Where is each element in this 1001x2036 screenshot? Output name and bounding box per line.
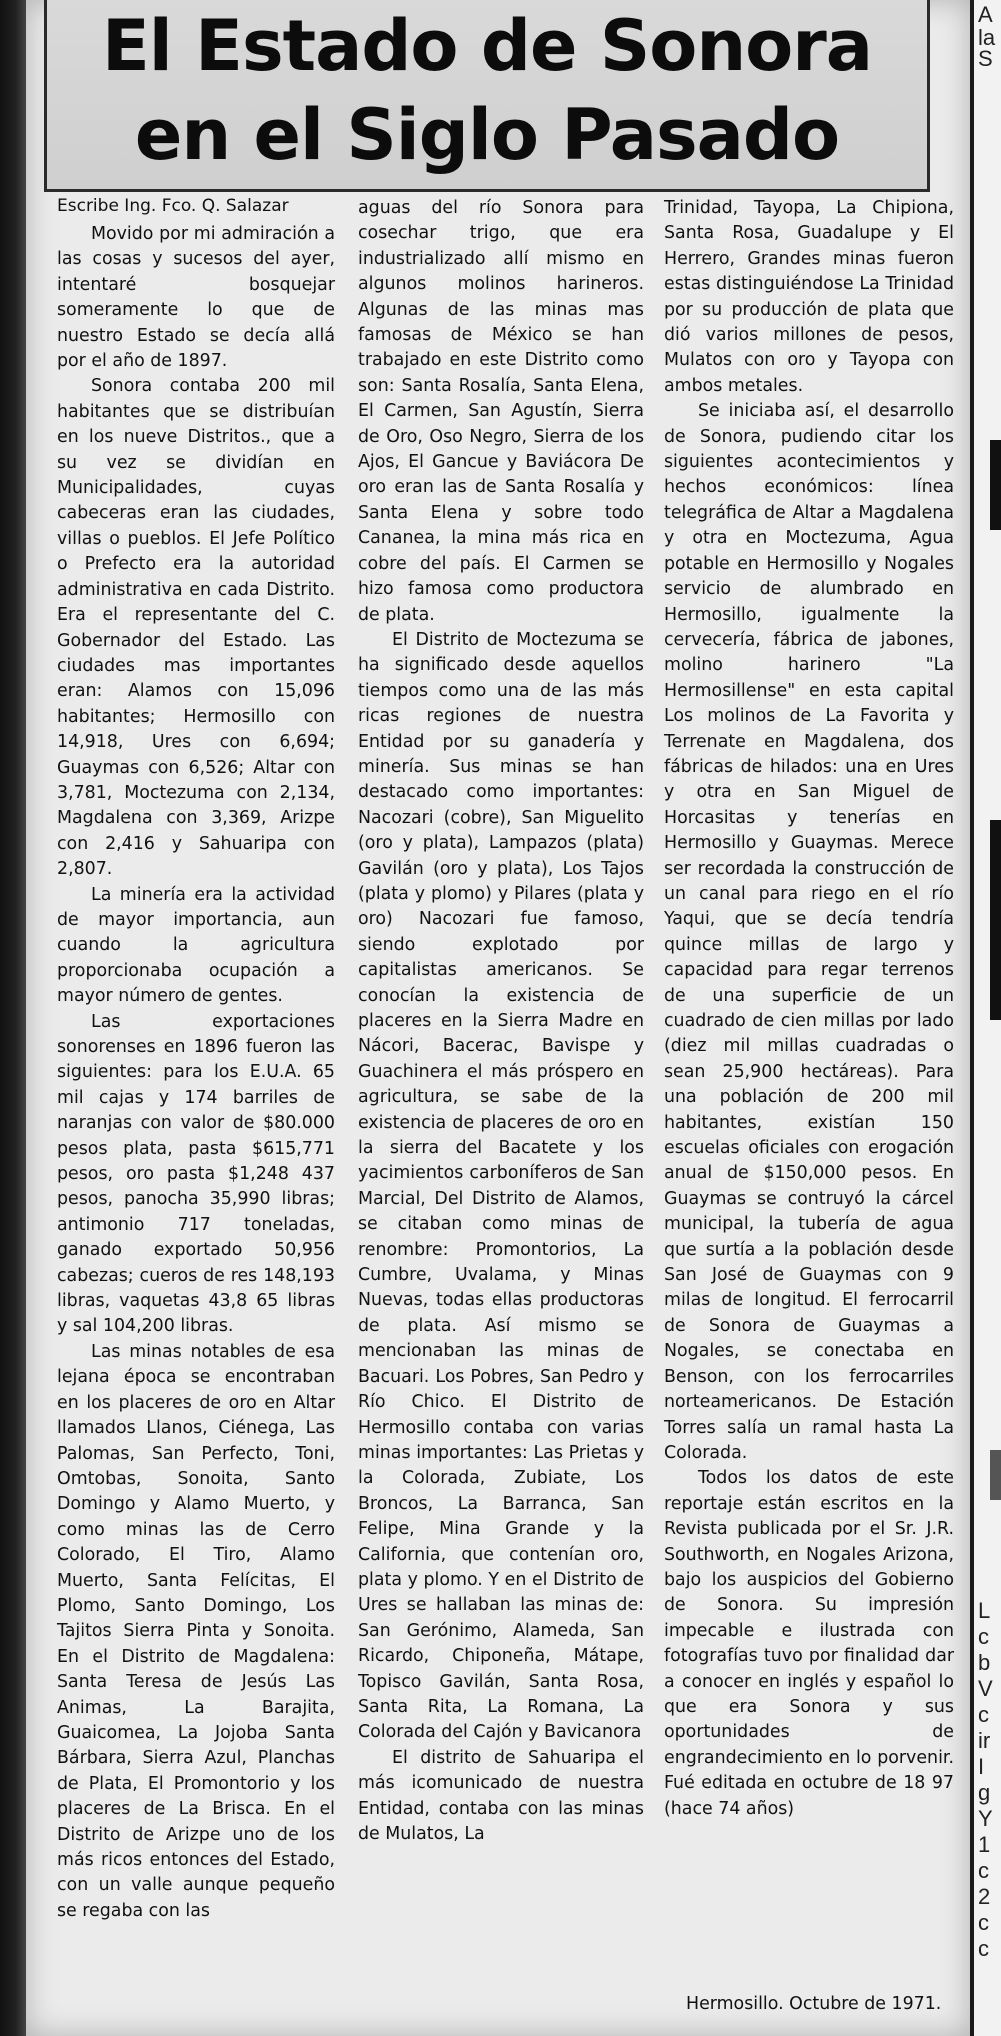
edge-fragment: la — [978, 25, 996, 50]
edge-fragment: S — [978, 46, 993, 71]
edge-fragment: c — [978, 1936, 989, 1961]
edge-fragment: 2 — [978, 1884, 991, 1909]
paragraph: Las minas notables de esa lejana época se encontraban en los placeres de oro en Altar llamados Llanos, Ciénega, Las Palomas, San Perfecto, Toni, Omtobas, Sonoita, Santo Domingo y Alamo Muerto, y como minas las de Cerro Colorado, El Tiro, Alamo Muerto, Santa Felícitas, El Plomo, Santo Domingo, Los Tajitos Sierra Pinta y Sonoita. En el Distrito de Magdalena: Santa Teresa de Jesús Las Animas, La Barajita, Guaicomea, La Jojoba Santa Bárbara, Sierra Azul, Planchas de Plata, El Promontorio y los placeres de La Brisca. En el Distrito de Arizpe uno de los más ricos entonces del Estado, con un valle aunque pequeño se regaba con las — [57, 1341, 335, 1921]
edge-fragment: c — [978, 1702, 989, 1727]
edge-fragment: A — [978, 2, 993, 27]
paragraph: Las exportaciones sonorenses en 1896 fueron las siguientes: para los E.U.A. 65 mil cajas y 174 barriles de naranjas con valor de $80.000 pesos plata, pasta $615,771 pesos, oro pasta $1,248 437 pesos, panocha 35,990 libras; antimonio 717 toneladas, ganado exportado 50,956 cabezas; cueros de res 148,193 libras, vaquetas 43,8 65 libras y sal 104,200 libras. — [57, 1011, 335, 1337]
edge-fragment: c — [978, 1858, 989, 1883]
column-3 — [664, 196, 954, 1822]
edge-fragment: c — [978, 1910, 989, 1935]
paragraph: Todos los datos de este reportaje están escritos en la Revista publicada por el Sr. J.R. Southworth, en Nogales Arizona, bajo los auspicios del Gobierno de Sonora. Su impresión impecable e ilustrada con fotografías tuvo por finalidad dar a conocer en inglés y español lo que era Sonora y sus oportunidades de engrandecimiento en lo porvenir. Fué editada en octubre de 18 97 (hace 74 años) — [664, 1468, 954, 1819]
byline: Escribe Ing. Fco. Q. Salazar — [57, 196, 289, 216]
adjacent-page-edge — [970, 0, 974, 2036]
column-2 — [358, 196, 644, 1847]
left-page-edge — [0, 0, 26, 2036]
edge-fragment: 1 — [978, 1832, 991, 1857]
column-1 — [57, 222, 335, 1924]
headline-box — [44, 0, 930, 192]
adjacent-dark-block — [990, 820, 1001, 1020]
signoff: Hermosillo. Octubre de 1971. — [686, 1994, 942, 2014]
edge-fragment: c — [978, 1624, 989, 1649]
edge-fragment: b — [978, 1650, 991, 1675]
headline-line-2: en el Siglo Pasado — [134, 94, 840, 176]
headline-line-1: El Estado de Sonora — [101, 5, 873, 87]
paragraph: Sonora contaba 200 mil habitantes que se distribuían en los nueve Distritos., que a su vez se dividían en Municipalidades, cuyas cabeceras eran las ciudades, villas o pueblos. El Jefe Político o Prefecto era la autoridad administrativa en cada Distrito. Era el representante del C. Gobernador del Estado. Las ciudades mas importantes eran: Alamos con 15,096 habitantes; Hermosillo con 14,918, Ures con 6,694; Guaymas con 6,526; Altar con 3,781, Moctezuma con 2,134, Magdalena con 3,369, Arizpe con 2,416 y Sahuaripa con 2,807. — [57, 376, 335, 880]
paragraph: La minería era la actividad de mayor importancia, aun cuando la agricultura proporcionaba ocupación a mayor número de gentes. — [57, 884, 335, 1007]
paragraph: Se iniciaba así, el desarrollo de Sonora, pudiendo citar los siguientes acontecimientos y hechos económicos: línea telegráfica de Altar a Magdalena y otra en Moctezuma, Agua potable en Hermosillo y Nogales servicio de alumbrado en Hermosillo, igualmente la cervecería, fábrica de jabones, molino harinero "La Hermosillense" en esta capital Los molinos de La Favorita y Terrenate en Magdalena, dos fábricas de hilados: una en Ures y otra en San Miguel de Horcasitas y tenerías en Hermosillo y Guaymas. Merece ser recordada la construcción de un canal para riego en el río Yaqui, que se decía tendría quince millas de largo y capacidad para regar terrenos de una superficie de un cuadrado de cien millas por lado (diez mil millas cuadradas o sean 25,900 hectáreas). Para una población de 200 mil habitantes, existían 150 escuelas oficiales con erogación anual de $150,000 pesos. En Guaymas se contruyó la cárcel municipal, la tubería de agua que surtía a la población desde San José de Guaymas con 9 milas de longitud. El ferrocarril de Sonora de Guaymas a Nogales, se conectaba en Benson, con los ferrocarriles norteamericanos. De Estación Torres salía un ramal hasta La Colorada. — [664, 401, 954, 1463]
edge-fragment: g — [978, 1780, 991, 1805]
edge-fragment: ir — [978, 1728, 991, 1753]
adjacent-dark-block — [990, 1450, 1001, 1500]
edge-fragment: L — [978, 1598, 991, 1623]
paragraph: aguas del río Sonora para cosechar trigo, que era industrializado allí mismo en algunos molinos harineros. Algunas de las minas mas famosas de México se han trabajado en este Distrito como son: Santa Rosalía, Santa Elena, El Carmen, San Agustín, Sierra de Oro, Oso Negro, Sierra de los Ajos, El Gancue y Baviácora De oro eran las de Santa Rosalía y Santa Elena y sobre todo Cananea, la mina más rica en cobre del país. El Carmen se hizo famosa como productora de plata. — [358, 198, 644, 625]
edge-fragment: I — [978, 1754, 985, 1779]
paragraph: Movido por mi admiración a las cosas y sucesos del ayer, intentaré bosquejar someramente lo que de nuestro Estado se decía allá por el año de 1897. — [57, 224, 335, 372]
paragraph: Trinidad, Tayopa, La Chipiona, Santa Rosa, Guadalupe y El Herrero, Grandes minas fueron estas distinguiéndose La Trinidad por su producción de plata que dió varios millones de pesos, Mulatos con oro y Tayopa con ambos metales. — [664, 198, 954, 396]
adjacent-dark-block — [990, 440, 1001, 530]
paragraph: El distrito de Sahuaripa el más icomunicado de nuestra Entidad, contaba con las minas de Mulatos, La — [358, 1747, 644, 1844]
edge-fragment: V — [978, 1676, 993, 1701]
paragraph: El Distrito de Moctezuma se ha significado desde aquellos tiempos como una de las más ricas regiones de nuestra Entidad por su ganadería y minería. Sus minas se han destacado como importantes: Nacozari (cobre), San Miguelito (oro y plata), Lampazos (plata) Gavilán (oro y plata), Los Tajos (plata y plomo) y Pilares (plata y oro) Nacozari fue famoso, siendo explotado por capitalistas americanos. Se conocían la existencia de placeres en la Sierra Madre en Nácori, Bacerac, Bavispe y Guachinera el más próspero en agricultura, se sabe de la existencia de placeres de oro en la sierra del Bacatete y los yacimientos carboníferos de San Marcial, Del Distrito de Alamos, se citaban como minas de renombre: Promontorios, La Cumbre, Uvalama, y Minas Nuevas, todas ellas productoras de plata. Así mismo se mencionaban las minas de Bacuari. Los Pobres, San Pedro y Río Chico. El Distrito de Hermosillo contaba con varias minas importantes: Las Prietas y la Colorada, Zubiate, Los Broncos, La Barranca, San Felipe, Mina Grande y la California, que contenían oro, plata y plomo. Y en el Distrito de Ures se hallaban las minas de: San Gerónimo, Alameda, San Ricardo, Chiponeña, Mátape, Topisco Gavilán, Santa Rosa, Santa Rita, La Romana, La Colorada del Cajón y Bavicanora — [358, 629, 644, 1743]
adjacent-page-strip — [970, 0, 1001, 2036]
edge-fragment: Y — [978, 1806, 993, 1831]
